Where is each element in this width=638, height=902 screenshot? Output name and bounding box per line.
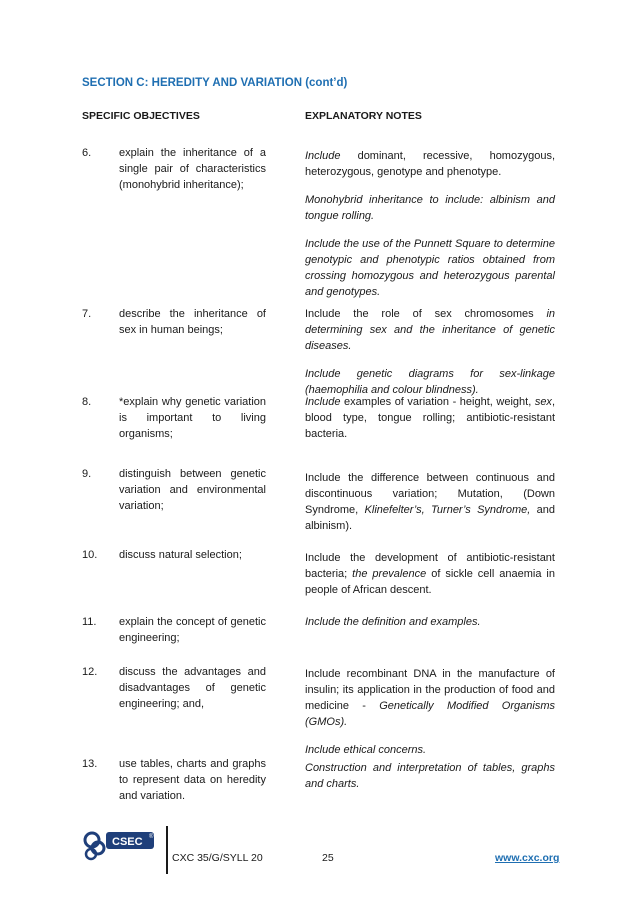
logo-text: CSEC xyxy=(112,836,143,848)
page-footer xyxy=(0,826,638,876)
note-text: Include the development of antibiotic-resistant bacteria; xyxy=(305,552,555,580)
note-text: and albinism). xyxy=(305,504,555,532)
objective-text: distinguish between genetic variation and environmental variation; xyxy=(119,468,266,512)
objective-text: explain the inheritance of a single pair of characteristics (monohybrid inheritance); xyxy=(119,147,266,191)
note-text: Include the role of sex chromosomes xyxy=(305,308,547,320)
objective-number: 13. xyxy=(82,758,98,770)
note-paragraph xyxy=(305,470,555,534)
note-11 xyxy=(305,614,555,642)
note-6 xyxy=(305,148,555,312)
objective-number: 7. xyxy=(82,308,92,320)
note-emphasis: Include the use of the Punnett Square to determine genotypic and phenotypic ratios obtained from crossing homozygous and heterozygous parental and genotypes. xyxy=(305,238,555,298)
note-text: dominant, recessive, homozygous, heterozygous, genotype and phenotype. xyxy=(305,150,555,178)
objective-text: discuss the advantages and disadvantages of genetic engineering; and, xyxy=(119,666,266,710)
note-emphasis: Genetically Modified Organisms (GMOs). xyxy=(305,700,555,728)
header-objectives: SPECIFIC OBJECTIVES xyxy=(82,110,200,122)
note-paragraph xyxy=(305,192,555,224)
note-text: of sickle cell anaemia in people of African descent. xyxy=(305,568,555,596)
note-emphasis: in determining sex and the inheritance of genetic diseases. xyxy=(305,308,555,352)
cxc-logo-icon xyxy=(82,826,162,862)
note-paragraph xyxy=(305,236,555,300)
objective-number: 9. xyxy=(82,468,92,480)
note-paragraph xyxy=(305,550,555,598)
note-emphasis: Klinefelter’s, Turner’s Syndrome, xyxy=(364,504,531,516)
note-emphasis: Include xyxy=(305,396,341,408)
objective-number: 8. xyxy=(82,396,92,408)
note-10 xyxy=(305,550,555,610)
syllabus-code: CXC 35/G/SYLL 20 xyxy=(172,852,263,864)
website-link[interactable]: www.cxc.org xyxy=(495,852,560,864)
note-emphasis: Include genetic diagrams for sex-linkage (haemophilia and colour blindness). xyxy=(305,368,555,396)
note-paragraph xyxy=(305,148,555,180)
note-emphasis: Include the definition and examples. xyxy=(305,616,481,628)
note-12 xyxy=(305,666,555,770)
note-text: Include recombinant DNA in the manufacture of insulin; its application in the production of food and medicine - xyxy=(305,668,555,712)
note-9 xyxy=(305,470,555,546)
note-paragraph xyxy=(305,306,555,354)
note-paragraph xyxy=(305,614,555,630)
section-title: SECTION C: HEREDITY AND VARIATION (cont’d) xyxy=(82,77,348,89)
note-emphasis: Construction and interpretation of tables, graphs and charts. xyxy=(305,762,555,790)
note-paragraph xyxy=(305,666,555,730)
note-text: , blood type, tongue rolling; antibiotic-resistant bacteria. xyxy=(305,396,555,440)
footer-divider xyxy=(166,826,168,874)
note-emphasis: sex xyxy=(534,396,552,408)
svg-text:®: ® xyxy=(149,834,154,840)
note-paragraph xyxy=(305,742,555,758)
note-13 xyxy=(305,760,555,804)
objective-text: use tables, charts and graphs to represent data on heredity and variation. xyxy=(119,758,266,802)
objective-text: discuss natural selection; xyxy=(119,549,242,561)
note-text: examples of variation - height, weight, xyxy=(340,396,535,408)
page-number: 25 xyxy=(322,852,334,864)
objective-number: 6. xyxy=(82,147,92,159)
note-8 xyxy=(305,394,555,454)
note-text: Include the difference between continuous and discontinuous variation; Mutation, (Down Syndrome, xyxy=(305,472,555,516)
objective-number: 12. xyxy=(82,666,98,678)
note-paragraph xyxy=(305,760,555,792)
objective-text: *explain why genetic variation is important to living organisms; xyxy=(119,396,266,440)
objective-text: explain the concept of genetic engineering; xyxy=(119,616,266,644)
header-notes: EXPLANATORY NOTES xyxy=(305,110,422,122)
objective-number: 11. xyxy=(82,616,97,628)
note-paragraph xyxy=(305,394,555,442)
note-emphasis: Include ethical concerns. xyxy=(305,744,427,756)
objective-text: describe the inheritance of sex in human beings; xyxy=(119,308,266,336)
note-emphasis: Include xyxy=(305,150,341,162)
note-emphasis: the prevalence xyxy=(352,568,427,580)
note-emphasis: Monohybrid inheritance to include: albinism and tongue rolling. xyxy=(305,194,555,222)
objective-number: 10. xyxy=(82,549,98,561)
